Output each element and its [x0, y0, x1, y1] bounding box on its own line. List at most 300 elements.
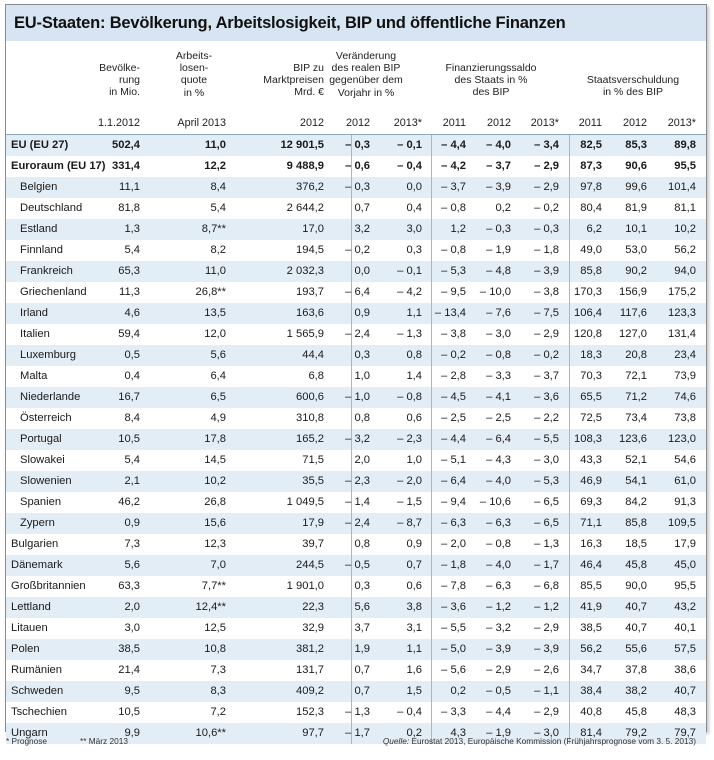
- cell-value: – 6,5: [534, 496, 559, 508]
- table-row: [6, 450, 706, 471]
- cell-value: 4,6: [124, 307, 140, 319]
- cell-value: – 7,8: [441, 580, 466, 592]
- cell-value: 12,2: [204, 160, 226, 172]
- cell-value: 3,2: [354, 223, 370, 235]
- cell-value: – 0,1: [397, 139, 422, 151]
- cell-value: – 10,0: [479, 286, 511, 298]
- cell-value: 38,6: [674, 664, 696, 676]
- header-veraenderung-line: Veränderung: [335, 50, 397, 62]
- cell-value: 8,3: [210, 685, 226, 697]
- cell-value: 12 901,5: [280, 139, 324, 151]
- cell-value: – 5,3: [534, 475, 559, 487]
- cell-value: – 2,9: [486, 664, 511, 676]
- table-row: [6, 282, 706, 303]
- cell-value: 1 049,5: [286, 496, 324, 508]
- cell-value: – 5,5: [534, 433, 559, 445]
- cell-value: 56,2: [580, 643, 602, 655]
- cell-value: 81,4: [580, 727, 602, 739]
- header-subheading: 2012: [486, 117, 511, 129]
- cell-value: 37,8: [625, 664, 647, 676]
- cell-value: 22,3: [302, 601, 324, 613]
- cell-value: – 5,1: [441, 454, 466, 466]
- cell-value: 123,3: [668, 307, 696, 319]
- cell-value: – 1,3: [345, 706, 370, 718]
- cell-value: 10,6**: [195, 727, 226, 739]
- table-title: EU-Staaten: Bevölkerung, Arbeitslosigkeit, BIP und öffentliche Finanzen: [6, 5, 706, 41]
- cell-value: – 2,9: [534, 706, 559, 718]
- cell-value: 16,7: [118, 391, 140, 403]
- cell-value: 131,7: [296, 664, 324, 676]
- cell-value: – 2,6: [534, 664, 559, 676]
- cell-value: 40,7: [625, 601, 647, 613]
- source-note: [383, 736, 696, 746]
- header-bip-line: Marktpreisen: [263, 74, 324, 87]
- cell-value: 7,7**: [201, 580, 226, 592]
- cell-value: 1 565,9: [286, 328, 324, 340]
- cell-value: 40,7: [625, 622, 647, 634]
- cell-value: 10,1: [625, 223, 647, 235]
- cell-value: 156,9: [619, 286, 647, 298]
- country-name: Italien: [20, 328, 50, 340]
- cell-value: 0,2: [495, 202, 511, 214]
- cell-value: 59,4: [118, 328, 140, 340]
- cell-value: 123,6: [619, 433, 647, 445]
- cell-value: 18,3: [580, 349, 602, 361]
- country-name: Dänemark: [11, 559, 63, 571]
- cell-value: 49,0: [580, 244, 602, 256]
- cell-value: 0,2: [406, 727, 422, 739]
- cell-value: 71,2: [625, 391, 647, 403]
- cell-value: 87,3: [580, 160, 602, 172]
- table-row: [6, 156, 706, 177]
- cell-value: 61,0: [674, 475, 696, 487]
- cell-value: 17,9: [302, 517, 324, 529]
- cell-value: – 2,3: [345, 475, 370, 487]
- header-veraenderung-line: gegenüber dem: [329, 74, 403, 87]
- cell-value: 0,4: [124, 370, 140, 382]
- cell-value: 5,6: [124, 559, 140, 571]
- country-name: Belgien: [20, 181, 58, 193]
- country-name: Deutschland: [20, 202, 83, 214]
- cell-value: 95,5: [674, 580, 696, 592]
- cell-value: 0,2: [450, 685, 466, 697]
- cell-value: – 0,3: [345, 181, 370, 193]
- cell-value: – 2,5: [441, 412, 466, 424]
- cell-value: – 2,4: [345, 328, 370, 340]
- cell-value: 57,5: [674, 643, 696, 655]
- cell-value: – 9,5: [441, 286, 466, 298]
- cell-value: – 2,0: [397, 475, 422, 487]
- cell-value: 79,2: [625, 727, 647, 739]
- cell-value: – 0,4: [397, 160, 422, 172]
- cell-value: 244,5: [296, 559, 324, 571]
- cell-value: 170,3: [574, 286, 602, 298]
- cell-value: 4,3: [450, 727, 466, 739]
- cell-value: – 0,8: [441, 202, 466, 214]
- cell-value: 6,4: [210, 370, 226, 382]
- country-name: Finnland: [20, 244, 63, 256]
- cell-value: 32,9: [302, 622, 324, 634]
- header-finanzierungssaldo: [416, 62, 566, 99]
- country-name: Niederlande: [20, 391, 81, 403]
- table-row: [6, 534, 706, 555]
- cell-value: – 3,6: [534, 391, 559, 403]
- cell-value: – 0,2: [345, 244, 370, 256]
- cell-value: – 3,0: [486, 328, 511, 340]
- cell-value: 12,0: [204, 328, 226, 340]
- cell-value: – 0,8: [397, 391, 422, 403]
- cell-value: – 4,4: [441, 139, 466, 151]
- table-row: [6, 408, 706, 429]
- cell-value: – 4,8: [486, 265, 511, 277]
- cell-value: – 13,4: [434, 307, 466, 319]
- cell-value: 53,0: [625, 244, 647, 256]
- cell-value: 376,2: [296, 181, 324, 193]
- cell-value: – 0,8: [441, 244, 466, 256]
- header-veraenderung-line: des realen BIP: [331, 62, 401, 75]
- cell-value: 63,3: [118, 580, 140, 592]
- country-name: Lettland: [11, 601, 51, 613]
- header-subheading: 2013*: [393, 117, 422, 129]
- cell-value: 89,8: [674, 139, 696, 151]
- cell-value: 79,7: [674, 727, 696, 739]
- cell-value: 4,9: [210, 412, 226, 424]
- cell-value: – 4,3: [486, 454, 511, 466]
- cell-value: 120,8: [574, 328, 602, 340]
- cell-value: – 2,2: [534, 412, 559, 424]
- cell-value: – 0,3: [486, 223, 511, 235]
- header-arbeitslosenquote-line: Arbeits-: [175, 50, 213, 62]
- cell-value: 90,6: [625, 160, 647, 172]
- cell-value: – 6,4: [345, 286, 370, 298]
- cell-value: 0,3: [354, 580, 370, 592]
- cell-value: 0,5: [124, 349, 140, 361]
- cell-value: 0,0: [354, 265, 370, 277]
- cell-value: 23,4: [674, 349, 696, 361]
- cell-value: 0,7: [354, 685, 370, 697]
- cell-value: – 4,1: [486, 391, 511, 403]
- header-bevoelkerung: [60, 62, 140, 99]
- cell-value: 7,2: [210, 706, 226, 718]
- cell-value: 94,0: [674, 265, 696, 277]
- table-row: [6, 198, 706, 219]
- cell-value: 54,6: [674, 454, 696, 466]
- table-row: [6, 324, 706, 345]
- table-row: [6, 345, 706, 366]
- cell-value: 40,8: [580, 706, 602, 718]
- cell-value: 1,1: [406, 643, 422, 655]
- cell-value: 41,9: [580, 601, 602, 613]
- cell-value: – 3,7: [534, 370, 559, 382]
- cell-value: 10,2: [204, 475, 226, 487]
- cell-value: 0,6: [406, 580, 422, 592]
- header-staatsverschuldung-line: Staatsverschuldung: [586, 74, 680, 86]
- cell-value: 91,3: [674, 496, 696, 508]
- cell-value: 1,1: [406, 307, 422, 319]
- table-row: [6, 702, 706, 723]
- cell-value: 8,7**: [201, 223, 226, 235]
- cell-value: – 3,9: [534, 643, 559, 655]
- cell-value: 1,2: [450, 223, 466, 235]
- cell-value: 6,2: [586, 223, 602, 235]
- country-name: Ungarn: [11, 727, 48, 739]
- cell-value: – 0,3: [534, 223, 559, 235]
- header-arbeitslosenquote-line: in %: [183, 86, 205, 99]
- cell-value: 38,5: [118, 643, 140, 655]
- cell-value: 1,9: [354, 643, 370, 655]
- header-finanzierungssaldo-line: Finanzierungssaldo: [445, 62, 537, 74]
- cell-value: – 1,8: [441, 559, 466, 571]
- cell-value: 502,4: [112, 139, 140, 151]
- cell-value: 12,3: [204, 538, 226, 550]
- cell-value: 56,2: [674, 244, 696, 256]
- table-row: [6, 135, 706, 156]
- header-staatsverschuldung-line: in % des BIP: [602, 86, 664, 99]
- cell-value: – 1,4: [345, 496, 370, 508]
- cell-value: – 1,0: [345, 391, 370, 403]
- cell-value: 165,2: [296, 433, 324, 445]
- cell-value: – 3,8: [534, 286, 559, 298]
- cell-value: – 4,0: [486, 139, 511, 151]
- cell-value: 38,4: [580, 685, 602, 697]
- cell-value: 35,5: [302, 475, 324, 487]
- cell-value: – 4,0: [486, 559, 511, 571]
- cell-value: 38,2: [625, 685, 647, 697]
- cell-value: 82,5: [580, 139, 602, 151]
- cell-value: 5,6: [354, 601, 370, 613]
- cell-value: 11,1: [119, 181, 140, 193]
- cell-value: 0,8: [406, 349, 422, 361]
- header-staatsverschuldung: [568, 74, 698, 98]
- cell-value: 6,5: [210, 391, 226, 403]
- cell-value: 2,0: [124, 601, 140, 613]
- table-row: [6, 219, 706, 240]
- cell-value: 0,8: [354, 538, 370, 550]
- cell-value: 55,6: [625, 643, 647, 655]
- cell-value: 18,5: [625, 538, 647, 550]
- cell-value: 1,0: [406, 454, 422, 466]
- cell-value: 34,7: [580, 664, 602, 676]
- cell-value: – 0,5: [345, 559, 370, 571]
- country-name: Bulgarien: [11, 538, 59, 550]
- cell-value: 45,8: [625, 559, 647, 571]
- cell-value: – 6,3: [441, 517, 466, 529]
- country-name: Schweden: [11, 685, 64, 697]
- cell-value: – 4,5: [441, 391, 466, 403]
- table-row: [6, 303, 706, 324]
- header-subheading: 2013*: [667, 117, 696, 129]
- header-arbeitslosenquote-line: quote: [180, 74, 208, 87]
- cell-value: 123,0: [668, 433, 696, 445]
- cell-value: 194,5: [296, 244, 324, 256]
- cell-value: 6,8: [308, 370, 324, 382]
- cell-value: 1,3: [124, 223, 140, 235]
- cell-value: – 2,0: [441, 538, 466, 550]
- cell-value: 17,0: [302, 223, 324, 235]
- cell-value: 10,2: [674, 223, 696, 235]
- cell-value: 5,6: [210, 349, 226, 361]
- cell-value: – 8,7: [397, 517, 422, 529]
- cell-value: 0,3: [406, 244, 422, 256]
- cell-value: 1,0: [354, 370, 370, 382]
- table-row: [6, 177, 706, 198]
- cell-value: 1,4: [406, 370, 422, 382]
- cell-value: – 10,6: [479, 496, 511, 508]
- cell-value: – 2,8: [441, 370, 466, 382]
- cell-value: 85,8: [580, 265, 602, 277]
- cell-value: 127,0: [619, 328, 647, 340]
- cell-value: 26,8**: [195, 286, 226, 298]
- cell-value: 26,8: [204, 496, 226, 508]
- cell-value: – 3,9: [486, 181, 511, 193]
- table-row: [6, 576, 706, 597]
- cell-value: 0,4: [406, 202, 422, 214]
- cell-value: 108,3: [574, 433, 602, 445]
- cell-value: – 1,3: [534, 538, 559, 550]
- cell-value: 10,5: [118, 706, 140, 718]
- header-finanzierungssaldo-line: des Staats in %: [454, 74, 528, 87]
- cell-value: – 5,3: [441, 265, 466, 277]
- cell-value: – 1,2: [486, 601, 511, 613]
- cell-value: 40,1: [674, 622, 696, 634]
- table-row: [6, 639, 706, 660]
- country-name: Frankreich: [20, 265, 73, 277]
- cell-value: 46,2: [118, 496, 140, 508]
- cell-value: 17,8: [204, 433, 226, 445]
- cell-value: 9,9: [124, 727, 140, 739]
- table-row: [6, 597, 706, 618]
- cell-value: 12,4**: [195, 601, 226, 613]
- cell-value: 2 644,2: [286, 202, 324, 214]
- cell-value: 17,9: [674, 538, 696, 550]
- cell-value: 600,6: [296, 391, 324, 403]
- header-subheading: 2011: [442, 117, 466, 129]
- cell-value: – 5,6: [441, 664, 466, 676]
- cell-value: – 2,3: [397, 433, 422, 445]
- cell-value: 3,0: [406, 223, 422, 235]
- cell-value: 1 901,0: [286, 580, 324, 592]
- cell-value: – 3,2: [345, 433, 370, 445]
- cell-value: 9 488,9: [286, 160, 324, 172]
- cell-value: – 1,9: [486, 244, 511, 256]
- cell-value: – 3,0: [534, 727, 559, 739]
- cell-value: 2,0: [354, 454, 370, 466]
- cell-value: – 1,1: [534, 685, 559, 697]
- cell-value: – 3,9: [534, 265, 559, 277]
- cell-value: 73,8: [674, 412, 696, 424]
- table-row: [6, 429, 706, 450]
- cell-value: 163,6: [296, 307, 324, 319]
- cell-value: 15,6: [204, 517, 226, 529]
- cell-value: 7,3: [124, 538, 140, 550]
- cell-value: 5,4: [210, 202, 226, 214]
- header-subheading: 1.1.2012: [97, 117, 140, 129]
- cell-value: 175,2: [668, 286, 696, 298]
- cell-value: 81,8: [118, 202, 140, 214]
- cell-value: 11,0: [205, 265, 226, 277]
- cell-value: 12,5: [204, 622, 226, 634]
- cell-value: – 2,9: [534, 160, 559, 172]
- cell-value: – 3,6: [441, 601, 466, 613]
- cell-value: 97,7: [302, 727, 324, 739]
- cell-value: – 6,4: [441, 475, 466, 487]
- cell-value: 90,2: [625, 265, 647, 277]
- country-name: Portugal: [20, 433, 62, 445]
- header-finanzierungssaldo-line: des BIP: [472, 86, 510, 99]
- cell-value: 46,4: [580, 559, 602, 571]
- country-name: Estland: [20, 223, 58, 235]
- country-name: Irland: [20, 307, 48, 319]
- header-subheading: 2012: [345, 117, 370, 129]
- cell-value: 74,6: [674, 391, 696, 403]
- header-bevoelkerung-line: rung: [118, 74, 140, 87]
- country-name: Litauen: [11, 622, 48, 634]
- cell-value: – 0,6: [345, 160, 370, 172]
- cell-value: 72,1: [625, 370, 647, 382]
- table-row: [6, 492, 706, 513]
- cell-value: – 3,7: [486, 160, 511, 172]
- table-row: [6, 240, 706, 261]
- cell-value: – 1,8: [534, 244, 559, 256]
- cell-value: – 1,9: [486, 727, 511, 739]
- cell-value: 40,7: [674, 685, 696, 697]
- cell-value: 43,3: [580, 454, 602, 466]
- cell-value: 97,8: [580, 181, 602, 193]
- header-veraenderung: [306, 50, 426, 99]
- cell-value: 3,8: [406, 601, 422, 613]
- source-text: Eurostat 2013, Europäische Kommission (Frühjahrsprognose vom 3. 5. 2013): [411, 736, 696, 746]
- cell-value: – 7,5: [534, 307, 559, 319]
- footer: [0, 734, 714, 754]
- country-name: Slowakei: [20, 454, 65, 466]
- header-bip-line: BIP zu: [293, 62, 324, 74]
- cell-value: – 0,3: [345, 139, 370, 151]
- cell-value: 2,1: [124, 475, 140, 487]
- cell-value: 381,2: [296, 643, 324, 655]
- cell-value: 99,6: [625, 181, 647, 193]
- header-veraenderung-line: Vorjahr in %: [337, 86, 395, 99]
- cell-value: 54,1: [625, 475, 647, 487]
- table-row: [6, 681, 706, 702]
- cell-value: 45,8: [625, 706, 647, 718]
- table-row: [6, 660, 706, 681]
- header-arbeitslosenquote-line: losen-: [179, 62, 209, 75]
- cell-value: 80,4: [580, 202, 602, 214]
- cell-value: 81,1: [674, 202, 696, 214]
- cell-value: 21,4: [118, 664, 140, 676]
- cell-value: 38,5: [580, 622, 602, 634]
- cell-value: – 0,4: [397, 706, 422, 718]
- cell-value: – 4,4: [486, 706, 511, 718]
- cell-value: – 3,8: [441, 328, 466, 340]
- cell-value: – 3,7: [441, 181, 466, 193]
- cell-value: 69,3: [580, 496, 602, 508]
- cell-value: 5,4: [124, 454, 140, 466]
- country-name: Malta: [20, 370, 48, 382]
- cell-value: – 3,9: [486, 643, 511, 655]
- cell-value: – 3,3: [486, 370, 511, 382]
- header-subheading: 2012: [622, 117, 647, 129]
- country-name: Großbritannien: [11, 580, 86, 592]
- header-arbeitslosenquote: [154, 50, 234, 99]
- header-subheading: 2013*: [530, 117, 559, 129]
- cell-value: 409,2: [296, 685, 324, 697]
- cell-value: 20,8: [625, 349, 647, 361]
- cell-value: – 6,3: [486, 517, 511, 529]
- cell-value: – 3,0: [534, 454, 559, 466]
- cell-value: 81,9: [625, 202, 647, 214]
- table-row: [6, 618, 706, 639]
